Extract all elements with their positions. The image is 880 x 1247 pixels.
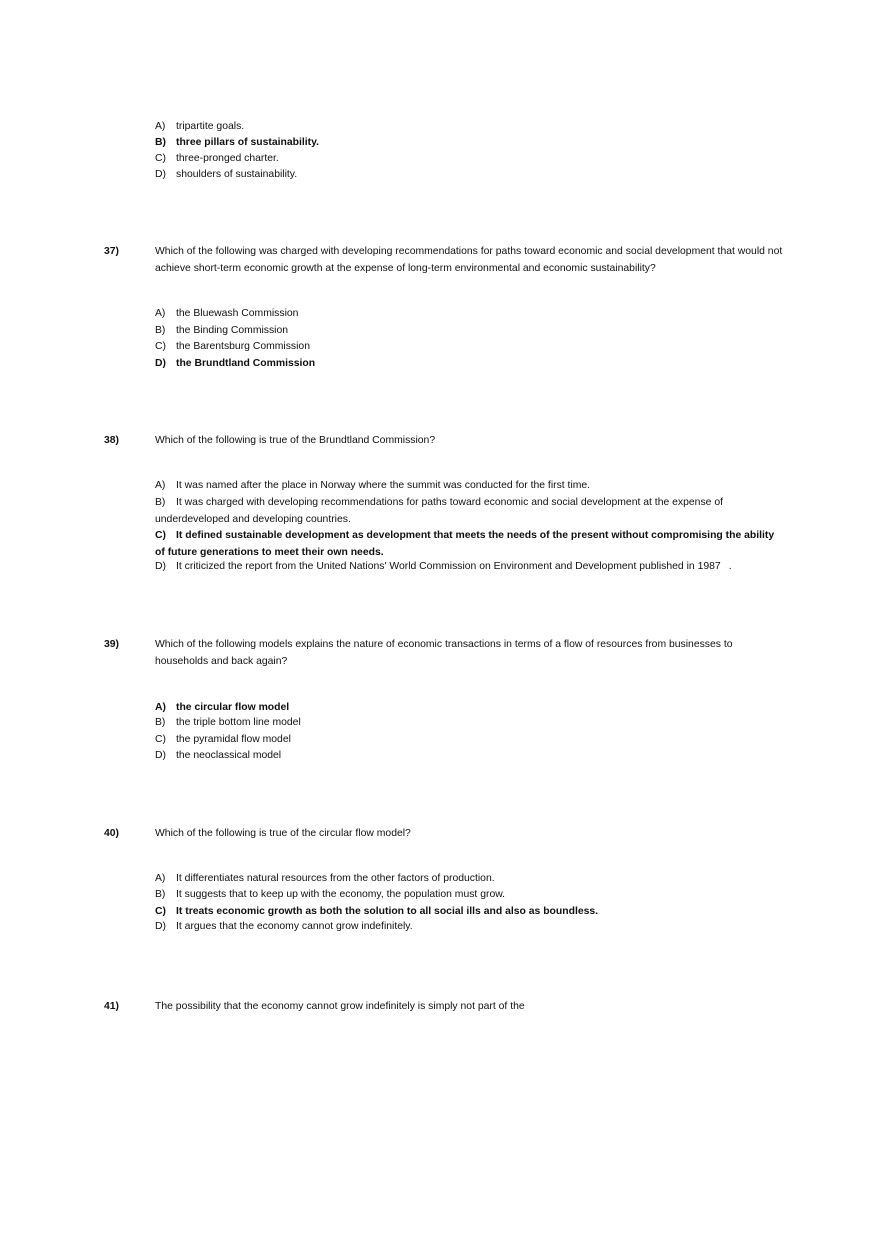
q39-option-c: C) the pyramidal flow model (155, 734, 291, 745)
q39-text: Which of the following models explains the nature of economic transactions in terms of a flow of resources from businesses to households and back again? (155, 639, 733, 667)
q38-question (104, 433, 784, 450)
q39-option-b: B) the triple bottom line model (155, 717, 301, 728)
q40-number: 40) (104, 828, 120, 839)
q40-text: Which of the following is true of the circular flow model? (155, 828, 411, 839)
q36-option-a: A) tripartite goals. (155, 121, 245, 132)
q38-option-b: B) It was charged with developing recommendations for paths toward economic and social development at the expense of underdeveloped and developing countries. (155, 497, 723, 525)
q39-question (104, 637, 784, 671)
q37-number: 37) (104, 246, 120, 257)
q39-option-d: D) the neoclassical model (155, 750, 282, 761)
q39-number: 39) (104, 639, 120, 650)
q38-text: Which of the following is true of the Brundtland Commission? (155, 435, 436, 446)
q41-text: The possibility that the economy cannot grow indefinitely is simply not part of the (155, 1001, 525, 1012)
q37-question (104, 244, 784, 278)
q36-option-c: C) three-pronged charter. (155, 153, 279, 164)
q37-text: Which of the following was charged with developing recommendations for paths toward economic and social development that would not achieve short-term economic growth at the expense of long-term environmental and economic sustainability? (155, 246, 783, 274)
q38-number: 38) (104, 435, 120, 446)
q41-question (104, 999, 784, 1016)
q40-option-b: B) It suggests that to keep up with the economy, the population must grow. (155, 889, 506, 900)
q38-option-c: C) It defined sustainable development as development that meets the needs of the present without compromising the ability of future generations to meet their own needs. (155, 530, 775, 558)
q37-option-a: A) the Bluewash Commission (155, 308, 299, 319)
q39-option-a: A) the circular flow model (155, 702, 290, 713)
q40-question (104, 826, 784, 843)
q40-option-c: C) It treats economic growth as both the solution to all social ills and also as boundless. (155, 906, 599, 917)
q40-option-a: A) It differentiates natural resources from the other factors of production. (155, 873, 495, 884)
q38-option-a: A) It was named after the place in Norway where the summit was conducted for the first time. (155, 480, 591, 491)
q37-option-d: D) the Brundtland Commission (155, 358, 316, 369)
q37-option-c: C) the Barentsburg Commission (155, 341, 310, 352)
q38-option-d: D) It criticized the report from the United Nations' World Commission on Environment and Development published in 1987 . (155, 561, 732, 572)
q36-option-b: B) three pillars of sustainability. (155, 137, 320, 148)
q37-option-b: B) the Binding Commission (155, 325, 289, 336)
q41-number: 41) (104, 1001, 120, 1012)
q36-option-d: D) shoulders of sustainability. (155, 169, 298, 180)
q40-option-d: D) It argues that the economy cannot grow indefinitely. (155, 921, 413, 932)
